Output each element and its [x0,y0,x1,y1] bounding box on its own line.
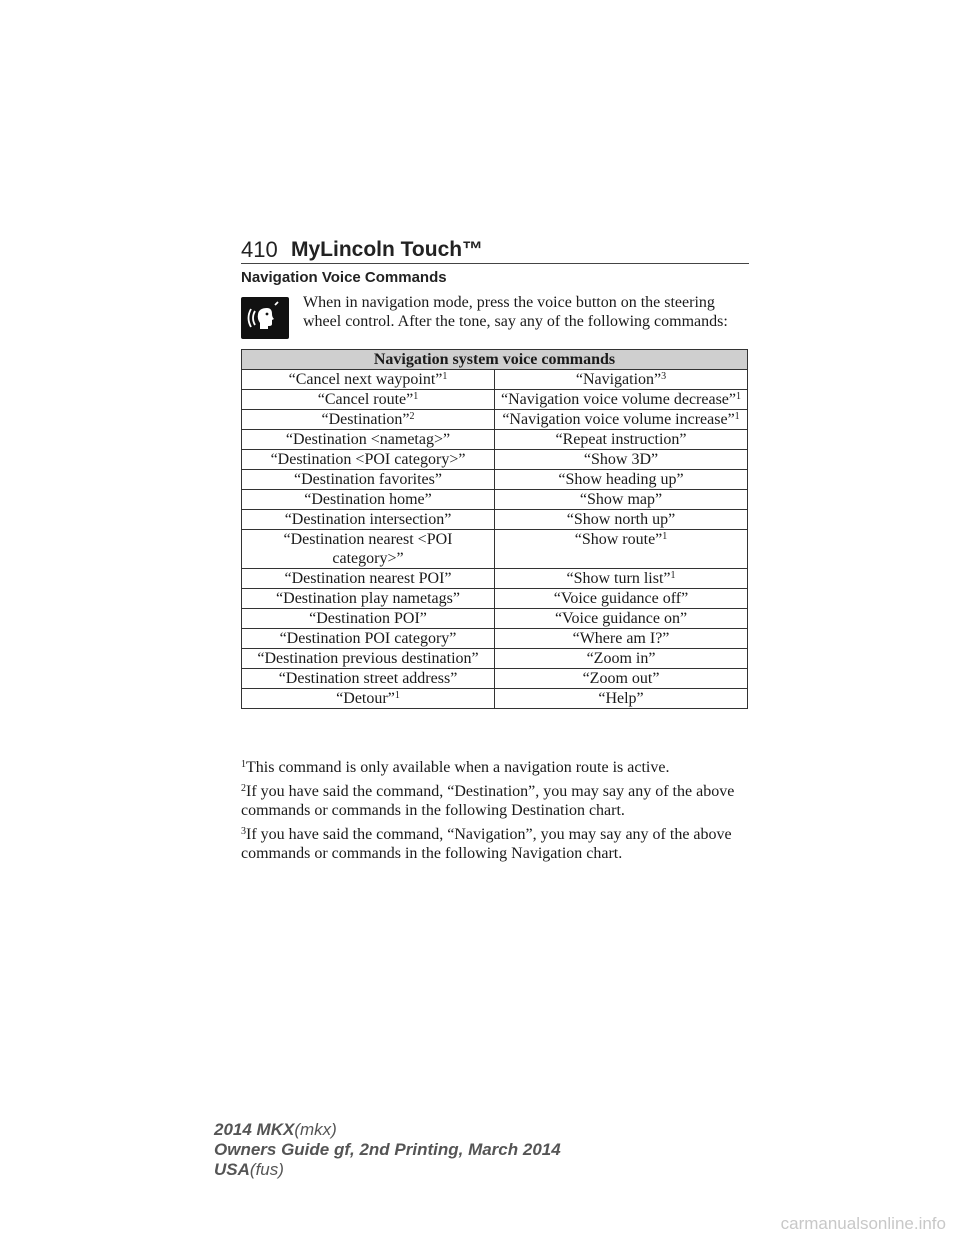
command-text: “Show turn list” [566,570,671,587]
command-text: “Destination nearest <POI category>” [283,531,453,567]
footnotes [241,758,749,868]
command-text: “Detour” [336,690,395,707]
command-cell-right [495,390,748,410]
table-row [242,649,748,669]
command-text: “Destination POI category” [279,630,457,647]
table-row [242,689,748,709]
footer-market-code: (fus) [249,1160,284,1179]
footnote-ref: 1 [413,391,419,402]
command-cell-left [242,390,495,410]
command-text: “Repeat instruction” [555,431,687,448]
command-cell-right [495,589,748,609]
table-row [242,430,748,450]
table-row [242,629,748,649]
table-row [242,390,748,410]
table-row [242,470,748,490]
command-cell-right [495,649,748,669]
command-cell-left [242,490,495,510]
table-row [242,609,748,629]
command-text: “Navigation voice volume increase” [502,411,735,428]
footnote-1 [241,758,749,777]
table-row [242,370,748,390]
voice-commands-table [241,349,748,709]
command-text: “Destination nearest POI” [284,570,452,587]
command-text: “Navigation” [575,371,662,388]
command-text: “Destination POI” [309,610,427,627]
footnote-marker: 3 [241,826,246,837]
command-cell-right [495,470,748,490]
command-text: “Cancel route” [317,391,414,408]
header-divider [241,263,749,264]
footnote-ref: 3 [661,371,667,382]
command-cell-right [495,530,748,569]
footnote-ref: 1 [442,371,448,382]
command-cell-right [495,410,748,430]
command-text: “Destination home” [304,491,432,508]
table-row [242,510,748,530]
command-cell-left [242,649,495,669]
footnote-marker: 2 [241,783,246,794]
page-number: 410 [241,237,278,262]
command-text: “Destination intersection” [284,511,452,528]
table-row [242,490,748,510]
command-text: “Destination street address” [278,670,458,687]
command-cell-right [495,450,748,470]
footnote-text: This command is only available when a navigation route is active. [246,759,670,776]
command-cell-left [242,629,495,649]
command-text: “Destination <nametag>” [285,431,451,448]
table-row [242,569,748,589]
command-cell-right [495,669,748,689]
command-text: “Destination play nametags” [276,590,460,607]
footnote-text: If you have said the command, “Destination”, you may say any of the above commands or commands in the following Destination chart. [241,783,735,819]
command-text: “Destination favorites” [294,471,442,488]
command-cell-right [495,689,748,709]
command-cell-right [495,490,748,510]
command-cell-left [242,689,495,709]
footer-line-market [214,1160,561,1180]
command-cell-left [242,609,495,629]
command-cell-right [495,609,748,629]
page-header [241,238,749,262]
footnote-ref: 2 [409,411,415,422]
command-cell-left [242,510,495,530]
footnote-ref: 1 [394,690,400,701]
command-text: “Show north up” [566,511,676,528]
command-cell-right [495,370,748,390]
command-cell-left [242,669,495,689]
table-row [242,410,748,430]
command-cell-left [242,470,495,490]
command-cell-right [495,629,748,649]
watermark: carmanualsonline.info [780,1214,946,1233]
footnote-3 [241,825,749,863]
command-cell-left [242,450,495,470]
footer-model: 2014 MKX [214,1120,295,1139]
footnote-ref: 1 [662,531,668,542]
footnote-ref: 1 [734,411,740,422]
section-title: Navigation Voice Commands [241,269,447,286]
command-cell-left [242,410,495,430]
command-text: “Destination” [321,411,410,428]
footnote-marker: 1 [241,759,246,770]
table-row [242,589,748,609]
command-cell-left [242,530,495,569]
command-cell-left [242,370,495,390]
footnote-text: If you have said the command, “Navigation”, you may say any of the above commands or commands in the following Navigation chart. [241,826,732,862]
table-heading: Navigation system voice commands [242,350,748,370]
command-text: “Navigation voice volume decrease” [501,391,736,408]
command-text: “Zoom out” [582,670,660,687]
intro-paragraph: When in navigation mode, press the voice button on the steering wheel control. After the tone, say any of the following commands: [303,294,728,330]
footer-guide: Owners Guide gf, 2nd Printing, March 2014 [214,1140,561,1159]
command-cell-right [495,569,748,589]
command-text: “Destination previous destination” [257,650,479,667]
page-footer [214,1120,561,1180]
chapter-title: MyLincoln Touch™ [291,238,484,261]
table-row [242,450,748,470]
command-text: “Show map” [579,491,663,508]
command-cell-right [495,510,748,530]
table-body [242,370,748,709]
command-cell-right [495,430,748,450]
footnote-ref: 1 [670,570,676,581]
command-text: “Zoom in” [586,650,656,667]
command-text: “Cancel next waypoint” [288,371,443,388]
command-text: “Help” [598,690,644,707]
command-cell-left [242,569,495,589]
table-row [242,530,748,569]
command-text: “Show route” [574,531,663,548]
footer-market: USA [214,1160,250,1179]
footer-line-guide [214,1140,561,1160]
command-text: “Destination <POI category>” [270,451,466,468]
footnote-2 [241,782,749,820]
voice-command-icon [241,297,289,339]
footer-line-model [214,1120,561,1140]
command-cell-left [242,430,495,450]
command-text: “Voice guidance off” [553,590,689,607]
table-row [242,669,748,689]
footer-model-code: (mkx) [294,1120,337,1139]
command-text: “Show 3D” [583,451,659,468]
command-cell-left [242,589,495,609]
footnote-ref: 1 [736,391,741,402]
command-text: “Where am I?” [572,630,670,647]
command-text: “Voice guidance on” [554,610,688,627]
command-text: “Show heading up” [558,471,684,488]
